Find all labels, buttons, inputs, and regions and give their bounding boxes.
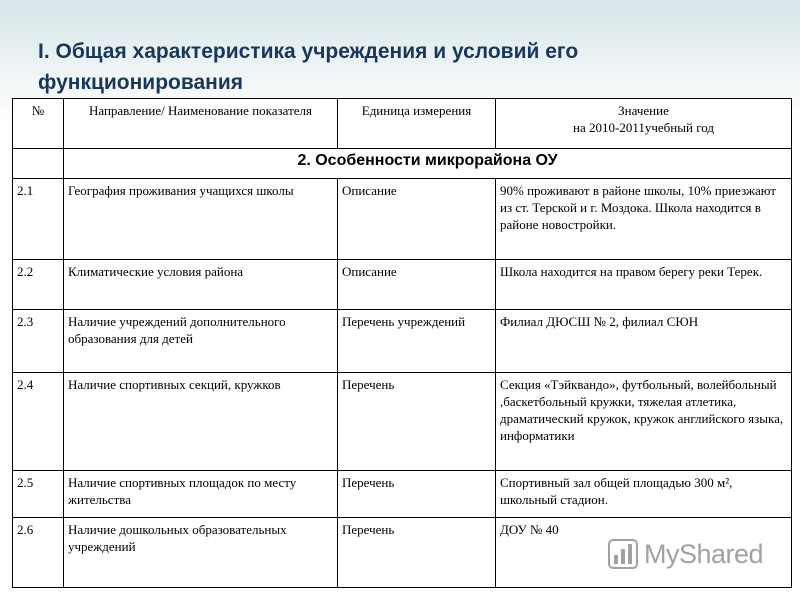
header-unit: Единица измерения (338, 99, 496, 149)
row-unit: Перечень (338, 518, 496, 588)
table-row (13, 179, 792, 260)
row-num: 2.2 (13, 260, 64, 310)
row-value: Школа находится на правом берегу реки Терек. (496, 260, 792, 310)
row-name: Наличие спортивных площадок по месту жительства (64, 471, 338, 518)
section-row (13, 149, 792, 179)
row-unit: Перечень (338, 373, 496, 471)
row-unit: Описание (338, 260, 496, 310)
row-num: 2.4 (13, 373, 64, 471)
row-value: Филиал ДЮСШ № 2, филиал СЮН (496, 310, 792, 373)
row-unit: Описание (338, 179, 496, 260)
row-name: Климатические условия района (64, 260, 338, 310)
chart-icon (608, 539, 638, 569)
table-row (13, 310, 792, 373)
row-name: Наличие спортивных секций, кружков (64, 373, 338, 471)
table-row (13, 471, 792, 518)
row-value: Секция «Тэйквандо», футбольный, волейбольный ,баскетбольный кружки, тяжелая атлетика, драматический кружок, кружок английского языка, информатики (496, 373, 792, 471)
table-row (13, 373, 792, 471)
row-value: 90% проживают в районе школы, 10% приезжают из ст. Терской и г. Моздока. Школа находится в районе новостройки. (496, 179, 792, 260)
watermark-text: MyShared (644, 538, 764, 569)
header-value: Значение на 2010-2011учебный год (496, 99, 792, 149)
row-unit: Перечень (338, 471, 496, 518)
header-num: № (13, 99, 64, 149)
row-num: 2.3 (13, 310, 64, 373)
characteristics-table (12, 98, 792, 588)
table-header-row (13, 99, 792, 149)
section-title: 2. Особенности микрорайона ОУ (64, 149, 792, 179)
row-num: 2.1 (13, 179, 64, 260)
page-title: I. Общая характеристика учреждения и условий его функционирования (38, 40, 579, 94)
section-spacer (13, 149, 64, 179)
row-name: География проживания учащихся школы (64, 179, 338, 260)
row-value: Спортивный зал общей площадью 300 м², школьный стадион. (496, 471, 792, 518)
row-value: ДОУ № 40 (496, 518, 792, 588)
watermark (608, 537, 763, 571)
row-name: Наличие учреждений дополнительного образования для детей (64, 310, 338, 373)
header-name: Направление/ Наименование показателя (64, 99, 338, 149)
row-num: 2.5 (13, 471, 64, 518)
row-num: 2.6 (13, 518, 64, 588)
row-name: Наличие дошкольных образовательных учреждений (64, 518, 338, 588)
table-row (13, 260, 792, 310)
row-unit: Перечень учреждений (338, 310, 496, 373)
